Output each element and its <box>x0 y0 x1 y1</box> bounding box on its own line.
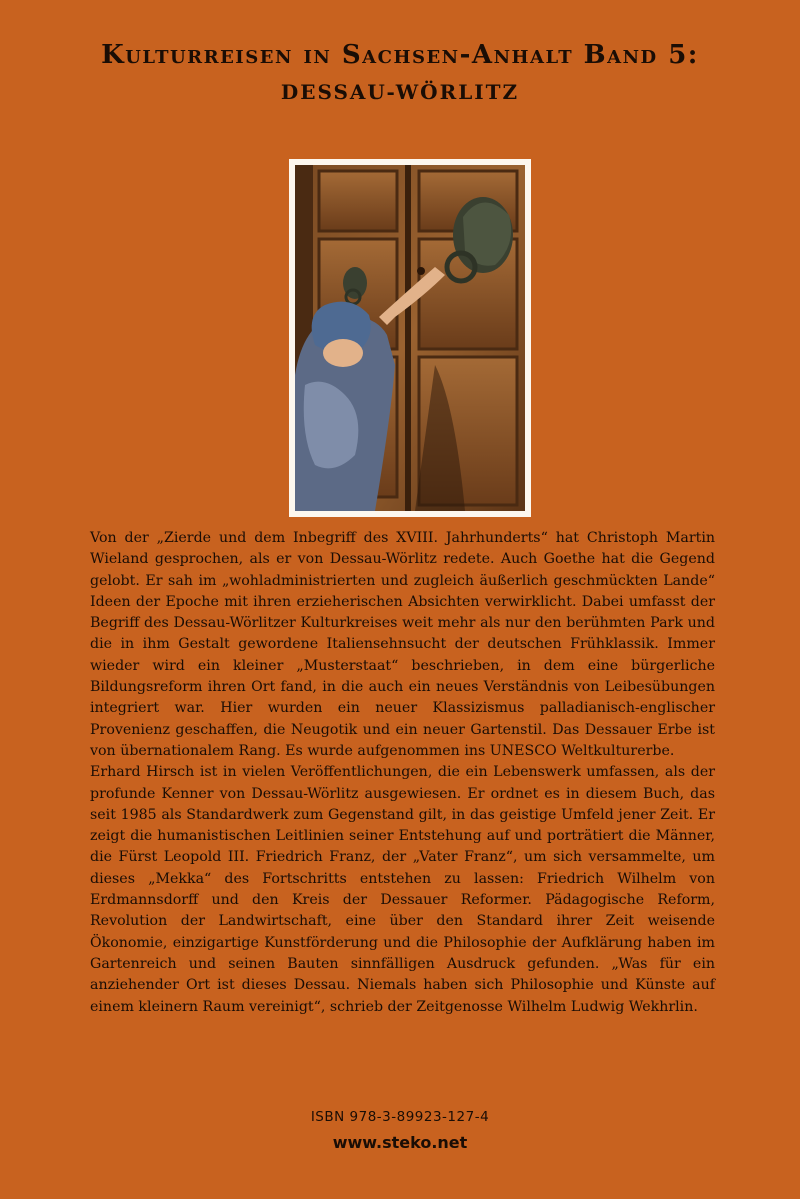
door-knocker-photo <box>295 165 525 511</box>
publisher-website: www.steko.net <box>332 1133 468 1152</box>
isbn-number: ISBN 978-3-89923-127-4 <box>310 1109 490 1125</box>
blurb-paragraph-2: Erhard Hirsch ist in vielen Veröffentlichungen, die ein Lebenswerk umfassen, als der profunde Kenner von Dessau-Wörlitz ausgewiesen. Er ordnet es in diesem Buch, das seit 1985 als Standardwerk zum Gegenstand gilt, in das geistige Umfeld jener Zeit. Er zeigt die humanistischen Leitlinien seiner Entstehung auf und porträtiert die Männer, die Fürst Leopold III. Friedrich Franz, der „Vater Franz“, um sich versammelte, um dieses „Mekka“ des Fortschritts entstehen zu lassen: Friedrich Wilhelm von Erdmannsdorff und den Kreis der Dessauer Reformer. Pädagogische Reform, Revolution der Landwirtschaft, eine über den Standard ihrer Zeit weisende Ökonomie, einzigartige Kunstförderung und die Philosophie der Aufklärung haben im Gartenreich und seinen Bauten sinnfälligen Ausdruck gefunden. „Was für ein anziehender Ort ist dieses Dessau. Niemals haben sich Philosophie und Künste auf einem kleinern Raum vereinigt“, schrieb der Zeitgenosse Wilhelm Ludwig Wekhrlin. <box>90 764 715 1015</box>
back-cover-blurb <box>90 528 715 1018</box>
book-subtitle: DESSAU-WÖRLITZ <box>280 80 520 104</box>
book-title: Kulturreisen in Sachsen-Anhalt Band 5: <box>101 40 699 70</box>
cover-photo <box>289 159 531 517</box>
blurb-paragraph-1: Von der „Zierde und dem Inbegriff des XVIII. Jahrhunderts“ hat Christoph Martin Wieland gesprochen, als er von Dessau-Wörlitz redete. Auch Goethe hat die Gegend gelobt. Er sah im „wohladministrierten und zugleich äußerlich geschmückten Lande“ Ideen der Epoche mit ihren erzieherischen Absichten verwirklicht. Dabei umfasst der Begriff des Dessau-Wörlitzer Kulturkreises weit mehr als nur den berühmten Park und die in ihm Gestalt gewordene Italiensehnsucht der deutschen Frühklassik. Immer wieder wird ein kleiner „Musterstaat“ beschrieben, in dem eine bürgerliche Bildungsreform ihren Ort fand, in die auch ein neues Verständnis von Leibesübungen integriert war. Hier wurden ein neuer Klassizismus palladianisch-englischer Provenienz geschaffen, die Neugotik und ein neuer Gartenstil. Das Dessauer Erbe ist von übernationalem Rang. Es wurde aufgenommen ins UNESCO Weltkulturerbe. <box>90 530 715 759</box>
